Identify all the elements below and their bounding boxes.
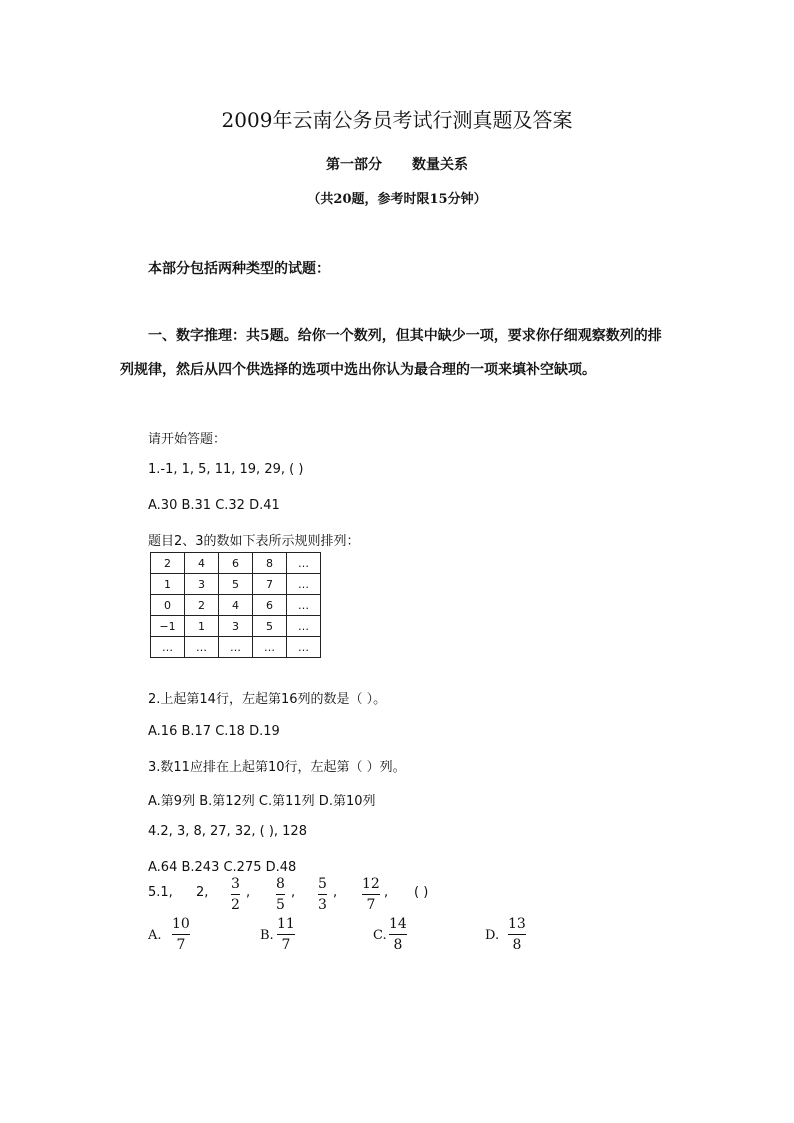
q5-blank: ( ) xyxy=(414,885,429,900)
q5-option-d-label: D. xyxy=(485,928,500,943)
q5-frac-4 xyxy=(362,875,380,914)
q5-option-a-den: 7 xyxy=(176,937,186,953)
q5-option-b-den: 7 xyxy=(281,937,291,953)
q5-prev-options: A.64 B.243 C.275 D.48 xyxy=(148,860,297,875)
q5-option-b-num: 11 xyxy=(277,916,295,932)
table-cell: 1 xyxy=(185,616,219,637)
table-row xyxy=(151,616,321,637)
number-table xyxy=(150,552,321,658)
start-prompt: 请开始答题： xyxy=(148,432,227,447)
table-row xyxy=(151,595,321,616)
table-row xyxy=(151,574,321,595)
table-intro: 题目2、3的数如下表所示规则排列： xyxy=(148,534,360,549)
q4-stem: 4.2, 3, 8, 27, 32, ( ), 128 xyxy=(148,824,307,839)
table-cell: 4 xyxy=(219,595,253,616)
q3-stem: 3.数11应排在上起第10行，左起第（ ）列。 xyxy=(148,760,406,775)
q5-option-b-label: B. xyxy=(260,928,274,943)
table-cell: 8 xyxy=(253,553,287,574)
q5-option-d-num: 13 xyxy=(508,916,526,932)
table-cell: 7 xyxy=(253,574,287,595)
table-cell: 6 xyxy=(219,553,253,574)
q5-sep-3: , xyxy=(333,885,338,900)
table-cell: 3 xyxy=(185,574,219,595)
q1-options: A.30 B.31 C.32 D.41 xyxy=(148,498,280,513)
part-heading xyxy=(0,154,794,174)
q5-option-c-den: 8 xyxy=(393,937,403,953)
table-cell: … xyxy=(253,637,287,658)
q5-frac-1 xyxy=(231,875,240,914)
q5-option-a xyxy=(172,915,190,954)
table-cell: … xyxy=(185,637,219,658)
q5-option-a-num: 10 xyxy=(172,916,190,932)
part-number: 第一部分 xyxy=(326,157,382,173)
table-row xyxy=(151,637,321,658)
q5-sep-4: , xyxy=(384,885,389,900)
table-cell: 5 xyxy=(253,616,287,637)
table-cell: 4 xyxy=(185,553,219,574)
q5-frac-1-num: 3 xyxy=(231,876,240,892)
table-cell: … xyxy=(287,637,321,658)
q5-frac-4-den: 7 xyxy=(366,897,376,913)
table-cell: 6 xyxy=(253,595,287,616)
table-cell: 2 xyxy=(185,595,219,616)
q5-sep-2: , xyxy=(291,885,296,900)
table-cell: … xyxy=(287,553,321,574)
q5-option-d xyxy=(508,915,526,954)
q5-item2: 2, xyxy=(196,885,209,900)
q5-option-c-label: C. xyxy=(373,928,387,943)
q5-frac-2-den: 5 xyxy=(276,897,285,913)
document-title: 2009年云南公务员考试行测真题及答案 xyxy=(221,108,573,132)
table-cell: … xyxy=(287,574,321,595)
q5-option-c xyxy=(389,915,407,954)
table-cell: … xyxy=(287,616,321,637)
section1-line1: 一、数字推理：共5题。给你一个数列，但其中缺少一项，要求你仔细观察数列的排 xyxy=(148,328,662,344)
intro-text: 本部分包括两种类型的试题： xyxy=(148,261,330,277)
part-name: 数量关系 xyxy=(412,157,468,173)
q5-frac-2 xyxy=(276,875,285,914)
table-cell: 2 xyxy=(151,553,185,574)
table-cell: 5 xyxy=(219,574,253,595)
table-cell: … xyxy=(287,595,321,616)
q2-stem: 2.上起第14行，左起第16列的数是（ ）。 xyxy=(148,692,387,707)
q5-frac-2-num: 8 xyxy=(276,876,285,892)
table-cell: −1 xyxy=(151,616,185,637)
table-cell: 3 xyxy=(219,616,253,637)
q5-option-c-num: 14 xyxy=(389,916,407,932)
q5-frac-3-den: 3 xyxy=(318,897,327,913)
table-row xyxy=(151,553,321,574)
q5-option-b xyxy=(277,915,295,954)
q2-options: A.16 B.17 C.18 D.19 xyxy=(148,724,280,739)
q1-stem: 1.-1, 1, 5, 11, 19, 29, ( ) xyxy=(148,462,304,477)
q5-sep-1: , xyxy=(246,885,251,900)
q5-prefix: 5.1, xyxy=(148,885,173,900)
q5-option-a-label: A. xyxy=(148,928,162,943)
q5-frac-1-den: 2 xyxy=(231,897,240,913)
q5-frac-3 xyxy=(318,875,327,914)
time-limit-note: （共20题，参考时限15分钟） xyxy=(307,192,487,207)
q3-options: A.第9列 B.第12列 C.第11列 D.第10列 xyxy=(148,794,376,809)
q5-option-d-den: 8 xyxy=(512,937,522,953)
section1-line2: 列规律，然后从四个供选择的选项中选出你认为最合理的一项来填补空缺项。 xyxy=(120,362,596,378)
q5-frac-4-num: 12 xyxy=(362,876,380,892)
q5-frac-3-num: 5 xyxy=(318,876,327,892)
table-cell: … xyxy=(219,637,253,658)
table-cell: 0 xyxy=(151,595,185,616)
table-cell: 1 xyxy=(151,574,185,595)
table-cell: … xyxy=(151,637,185,658)
